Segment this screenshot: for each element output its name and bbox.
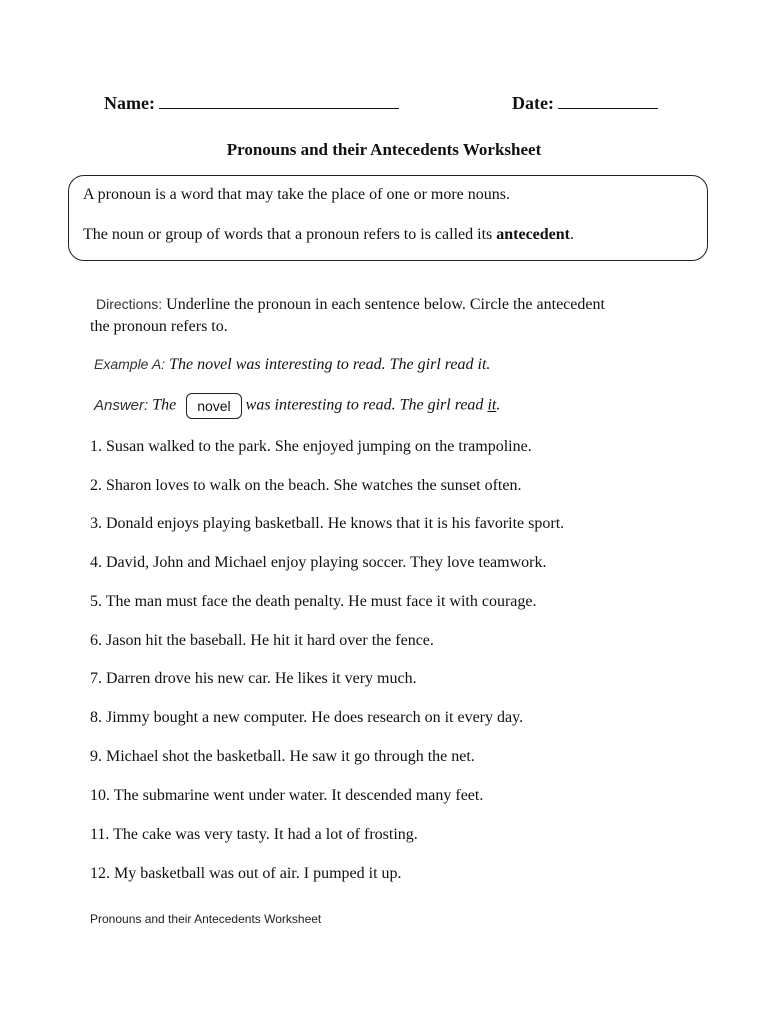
page-title: Pronouns and their Antecedents Worksheet: [226, 140, 542, 159]
definition-line-2-text: The noun or group of words that a pronoun refers to is called its: [83, 226, 493, 243]
name-blank[interactable]: [159, 92, 399, 109]
answer-line: [90, 393, 500, 419]
answer-suffix: .: [496, 396, 501, 414]
sentence-item[interactable]: 5. The man must face the death penalty. He must face it with courage.: [90, 593, 537, 610]
directions-text-1: Underline the pronoun in each sentence below. Circle the antecedent: [166, 296, 605, 313]
sentence-item[interactable]: 8. Jimmy bought a new computer. He does research on it every day.: [90, 709, 524, 726]
example-text: The novel was interesting to read. The girl read it.: [169, 356, 491, 373]
sentence-item[interactable]: 3. Donald enjoys playing basketball. He knows that it is his favorite sport.: [90, 515, 565, 532]
date-label: Date:: [512, 93, 554, 113]
page-footer: Pronouns and their Antecedents Worksheet: [90, 912, 322, 926]
antecedent-term: antecedent: [496, 226, 570, 243]
example-line: [90, 356, 490, 374]
sentence-item[interactable]: 4. David, John and Michael enjoy playing soccer. They love teamwork.: [90, 554, 547, 571]
sentence-item[interactable]: 7. Darren drove his new car. He likes it very much.: [90, 670, 417, 687]
definition-box: [68, 175, 708, 261]
example-label: Example A:: [94, 356, 166, 372]
definition-period: .: [570, 226, 574, 243]
sentence-item[interactable]: 1. Susan walked to the park. She enjoyed jumping on the trampoline.: [90, 438, 532, 455]
directions-text-2: the pronoun refers to.: [90, 318, 228, 335]
sentence-item[interactable]: 12. My basketball was out of air. I pumped it up.: [90, 865, 402, 882]
date-blank[interactable]: [558, 92, 658, 109]
answer-label: Answer:: [94, 396, 149, 414]
name-field: [104, 92, 399, 114]
answer-middle: was interesting to read. The girl read: [245, 396, 484, 414]
sentence-item[interactable]: 2. Sharon loves to walk on the beach. She watches the sunset often.: [90, 477, 522, 494]
sentence-item[interactable]: 9. Michael shot the basketball. He saw it go through the net.: [90, 748, 475, 765]
sentence-item[interactable]: 6. Jason hit the baseball. He hit it hard over the fence.: [90, 632, 434, 649]
sentence-item[interactable]: 11. The cake was very tasty. It had a lot of frosting.: [90, 826, 418, 843]
answer-prefix: The: [152, 396, 177, 414]
sentence-item[interactable]: 10. The submarine went under water. It descended many feet.: [90, 787, 484, 804]
definition-line-2: [83, 226, 574, 244]
name-label: Name:: [104, 93, 155, 113]
antecedent-circle: novel: [186, 393, 241, 419]
pronoun-underline: it: [487, 396, 497, 414]
definition-line-1: A pronoun is a word that may take the place of one or more nouns.: [83, 186, 510, 203]
directions-label: Directions:: [96, 296, 163, 312]
directions-line-1: [90, 296, 605, 314]
date-field: [512, 92, 658, 114]
